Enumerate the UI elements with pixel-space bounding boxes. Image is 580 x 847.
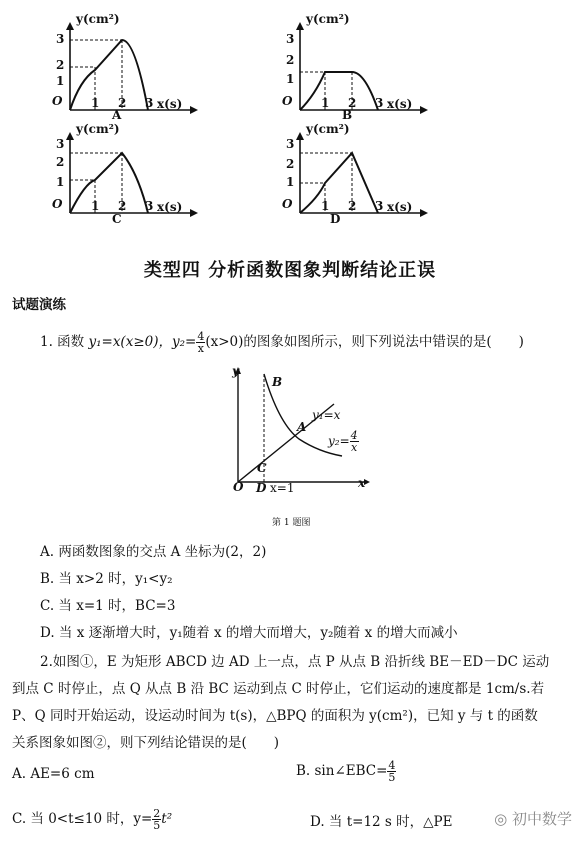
graph-a-ytick: 3 xyxy=(56,32,65,46)
q2-option-b-num: 4 xyxy=(388,759,396,772)
fig1-point-b: B xyxy=(272,375,283,389)
graph-b-ylabel: y(cm²) xyxy=(306,12,350,26)
q2-option-b-den: 5 xyxy=(388,771,396,784)
graph-a-origin: O xyxy=(52,94,63,108)
graph-d-origin: O xyxy=(282,197,293,211)
graph-a-caption: A xyxy=(112,108,122,122)
q1-fraction-den: x xyxy=(197,342,204,355)
q2-option-c xyxy=(12,807,172,831)
q2-line-4: 关系图象如图②，则下列结论错误的是( ) xyxy=(12,735,280,751)
graph-b-ytick: 3 xyxy=(286,32,295,46)
graph-c-xtick: 2 xyxy=(118,199,127,213)
graph-d-xlabel: x(s) xyxy=(387,200,413,214)
graph-a-ylabel: y(cm²) xyxy=(76,12,120,26)
q1-stem xyxy=(40,330,524,354)
graph-c-ytick: 2 xyxy=(56,155,65,169)
graph-b-ytick: 2 xyxy=(286,53,295,67)
graph-d-ylabel: y(cm²) xyxy=(306,122,350,136)
q2-option-a: A. AE=6 cm xyxy=(12,766,95,782)
graph-b-xtick: 1 xyxy=(321,96,330,110)
graph-b-caption: B xyxy=(342,108,353,122)
graph-c-xtick: 1 xyxy=(91,199,100,213)
graph-a-xtick: 3 xyxy=(145,96,154,110)
graph-b-origin: O xyxy=(282,94,293,108)
q1-function-1: y₁=x(x≥0)， xyxy=(88,334,172,350)
wechat-icon: ◎ xyxy=(494,810,508,828)
fig1-y2-label xyxy=(328,430,359,453)
graph-d-xtick: 2 xyxy=(348,199,357,213)
q2-line-3: P、Q 同时开始运动，设运动时间为 t(s)，△BPQ 的面积为 y(cm²)，已知 y 与 t 的函数 xyxy=(12,708,538,724)
graph-b-xtick: 2 xyxy=(348,96,357,110)
q2-option-b-frac xyxy=(387,760,396,783)
fig1-point-d: D xyxy=(256,481,267,495)
graph-c-xtick: 3 xyxy=(145,199,154,213)
q2-option-c-num: 2 xyxy=(153,807,161,820)
q2-option-d: D. 当 t=12 s 时，△PE xyxy=(310,814,453,830)
section-heading: 类型四 分析函数图象判断结论正误 xyxy=(143,260,437,281)
graph-d-xtick: 3 xyxy=(375,199,384,213)
q1-option-c: C. 当 x=1 时，BC=3 xyxy=(40,598,176,614)
graph-a-ytick: 1 xyxy=(56,74,65,88)
fig1-y1-label: y₁=x xyxy=(312,408,341,422)
q2-option-c-frac xyxy=(152,808,161,831)
graph-a-xtick: 2 xyxy=(118,96,127,110)
q2-option-b xyxy=(296,760,396,783)
fig1-point-c: C xyxy=(257,461,267,475)
practice-label: 试题演练 xyxy=(12,297,66,313)
q2-option-c-post: t² xyxy=(161,811,173,827)
graph-b-xtick: 3 xyxy=(375,96,384,110)
watermark xyxy=(494,808,572,829)
graph-c-ytick: 3 xyxy=(56,137,65,151)
graph-c-xlabel: x(s) xyxy=(157,200,183,214)
graph-d-ytick: 2 xyxy=(286,157,295,171)
q2-option-c-den: 5 xyxy=(153,819,161,832)
fig1-y2-den: x xyxy=(351,441,358,454)
fig1-caption: 第 1 题图 xyxy=(272,518,311,528)
q2-line-1: 2.如图①，E 为矩形 ABCD 边 AD 上一点，点 P 从点 B 沿折线 BE－ED－DC 运动 xyxy=(40,654,550,670)
watermark-text: 初中数学 xyxy=(511,810,572,828)
q2-line-2: 到点 C 时停止，点 Q 从点 B 沿 BC 运动到点 C 时停止，它们运动的速度都是 1cm/s.若 xyxy=(12,681,545,697)
fig1-y2-text: y₂= xyxy=(328,434,350,448)
graph-a-ytick: 2 xyxy=(56,58,65,72)
fig1-y: y xyxy=(232,364,239,378)
fig1-y2-frac xyxy=(350,430,359,453)
fig1-x1: x=1 xyxy=(270,481,295,495)
q1-option-a: A. 两函数图象的交点 A 坐标为(2，2) xyxy=(40,544,267,560)
graph-d-ytick: 1 xyxy=(286,175,295,189)
q1-function-2: y₂= xyxy=(171,334,197,350)
graph-a-xtick: 1 xyxy=(91,96,100,110)
graph-d-ytick: 3 xyxy=(286,137,295,151)
fig1-point-a: A xyxy=(297,420,307,434)
graph-c-ytick: 1 xyxy=(56,175,65,189)
graph-a-xlabel: x(s) xyxy=(157,97,183,111)
fig1-x: x xyxy=(358,476,366,490)
graph-d-xtick: 1 xyxy=(321,199,330,213)
q1-prefix: 1. 函数 xyxy=(40,334,89,350)
q2-option-b-text: B. sin∠EBC= xyxy=(296,763,388,779)
graph-d-caption: D xyxy=(330,212,341,226)
graph-c-ylabel: y(cm²) xyxy=(76,122,120,136)
q1-fraction xyxy=(196,331,205,354)
graph-c-caption: C xyxy=(112,212,122,226)
q1-fraction-num: 4 xyxy=(197,330,205,343)
q1-option-b: B. 当 x>2 时，y₁<y₂ xyxy=(40,571,173,587)
graph-b-xlabel: x(s) xyxy=(387,97,413,111)
q2-option-c-text: C. 当 0<t≤10 时，y= xyxy=(12,811,153,827)
graph-b-ytick: 1 xyxy=(286,72,295,86)
fig1-origin: O xyxy=(233,480,244,494)
q1-stem-rest: (x>0)的图象如图所示，则下列说法中错误的是( ) xyxy=(205,334,524,350)
fig1-y2-num: 4 xyxy=(350,429,358,442)
graph-c-origin: O xyxy=(52,197,63,211)
q1-option-d: D. 当 x 逐渐增大时，y₁随着 x 的增大而增大，y₂随着 x 的增大而减小 xyxy=(40,625,458,641)
